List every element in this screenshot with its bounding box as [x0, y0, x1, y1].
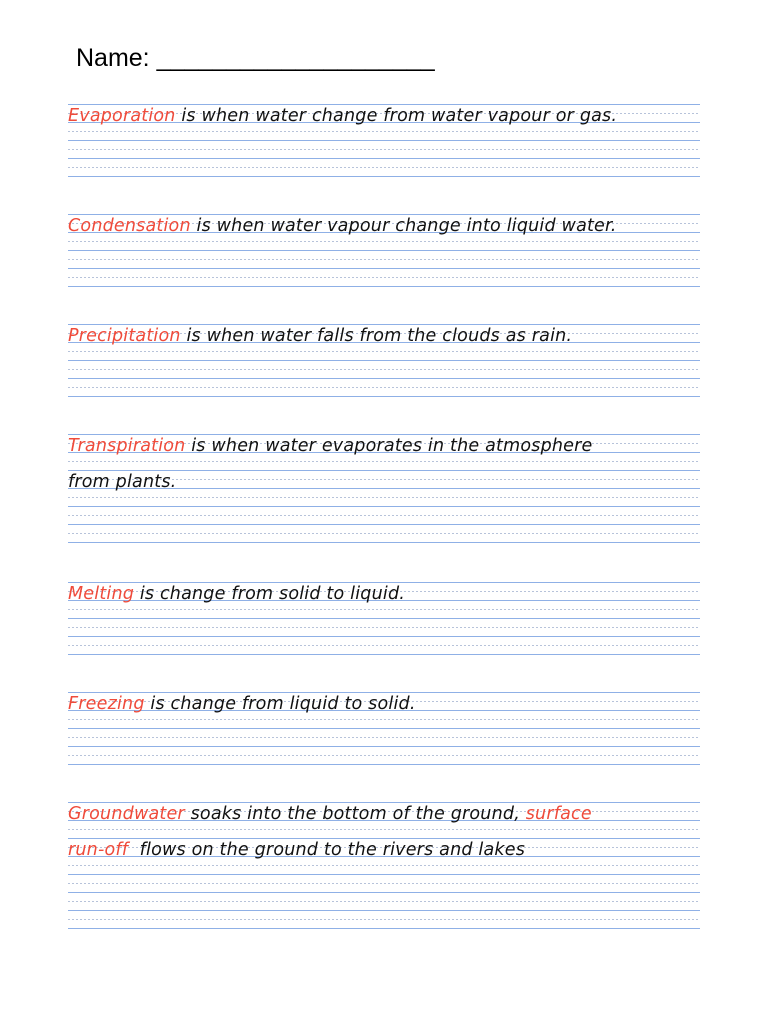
definition-line [68, 840, 525, 860]
name-label: Name: [76, 44, 150, 72]
definition-line [68, 436, 593, 456]
definition-term: Freezing [68, 694, 145, 714]
definition-line [68, 216, 617, 236]
definition-line [68, 472, 176, 492]
definition-text: flows on the ground to the rivers and lakes [128, 840, 526, 860]
definition-text: is change from solid to liquid. [134, 584, 406, 604]
definition-text: soaks into the bottom of the ground, [184, 804, 526, 824]
definition-line [68, 106, 617, 126]
definition-term: surface [525, 804, 592, 824]
definition-term: Condensation [68, 216, 191, 236]
definition-line [68, 326, 572, 346]
definition-text: is when water evaporates in the atmosphere [185, 436, 593, 456]
definition-line [68, 804, 592, 824]
definition-term: Precipitation [68, 326, 181, 346]
name-blank: ____________________ [156, 44, 435, 72]
definition-text: is when water vapour change into liquid water. [190, 216, 617, 236]
definition-text: is change from liquid to solid. [144, 694, 416, 714]
definition-text: is when water falls from the clouds as rain. [180, 326, 573, 346]
definition-text: from plants. [68, 472, 177, 492]
definition-line [68, 584, 405, 604]
definition-term: Groundwater [68, 804, 185, 824]
definition-term: run-off [68, 840, 129, 860]
definition-text: is when water change from water vapour or gas. [175, 106, 618, 126]
definition-line [68, 694, 416, 714]
definition-term: Melting [68, 584, 135, 604]
definition-term: Evaporation [68, 106, 176, 126]
definition-term: Transpiration [68, 436, 186, 456]
